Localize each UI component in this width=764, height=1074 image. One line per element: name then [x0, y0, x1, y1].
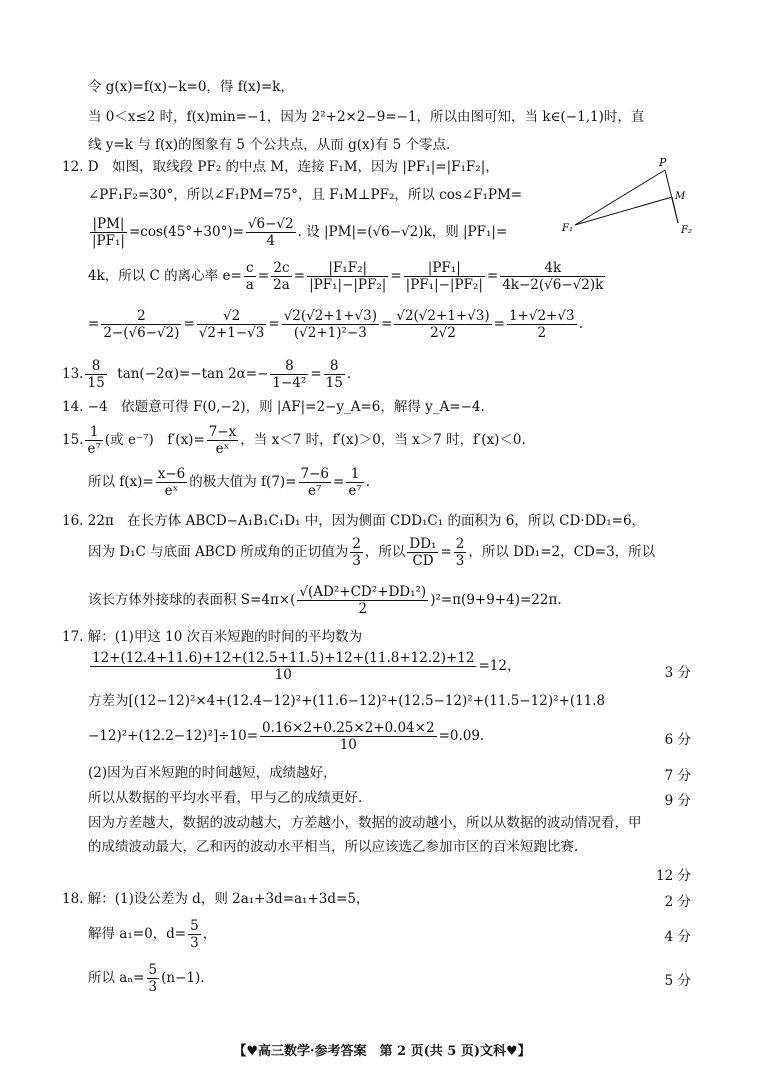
q17-line: 因为方差越大，数据的波动越大，方差越小，数据的波动越小，所以从数据的波动情况看，甲: [88, 815, 642, 831]
q17-line: (2)因为百米短跑的时间越短，成绩越好，: [88, 765, 337, 781]
q13-line: 13. $\frac{8}{15}$ tan(−2α)=−tan 2α=− $\frac{8}{\text{1−4²}}$ = $\frac{8}{15}$ .: [62, 358, 352, 391]
label-f1: F₁: [562, 223, 573, 234]
q17-line: 方差为[(12−12)²×4+(12.4−12)²+(11.6−12)²+(12.5−12)²+(11.5−12)²+(11.8: [88, 693, 606, 709]
score: 5 分: [664, 973, 691, 989]
q18-line: 解得 a₁=0，d= $\frac{5}{3}$ ，: [88, 918, 217, 951]
fraction: $\frac{|PM|}{\text{|PF₁|}}$: [92, 216, 125, 249]
text-line: 令 g(x)=f(x)−k=0，得 f(x)=k，: [88, 79, 294, 95]
q12-line: 12. D 如图，取线段 PF₂ 的中点 M，连接 F₁M，因为 |PF₁|=|F₁F₂|，: [62, 159, 499, 175]
q17-line: −12)²+(12.2−12)²]÷10= $\frac{0.16\times 2+0.25\times 2+0.04\times 2}{10}$ =0.09.: [88, 720, 485, 753]
heart-icon: ♥: [506, 1044, 518, 1059]
score: 6 分: [664, 732, 691, 748]
text-line: 线 y=k 与 f(x)的图象有 5 个公共点，从而 g(x)有 5 个零点.: [88, 137, 451, 153]
q18-line: 18. 解：(1)设公差为 d，则 2a₁+3d=a₁+3d=5，: [62, 891, 370, 907]
fraction: $\frac{√6-√2}{4}$: [247, 216, 294, 249]
label-f2: F₂: [681, 225, 692, 236]
score: 12 分: [656, 868, 691, 884]
q17-line: 的成绩波动最大，乙和丙的波动水平相当，所以应该选乙参加市区的百米短跑比赛.: [88, 839, 579, 855]
q17-line: 所以从数据的平均水平看，甲与乙的成绩更好.: [88, 790, 363, 806]
q12-line: = $\frac{2}{2-(√6-√2)}$ = $\frac{√2}{√2+1-√3}$ = $\frac{√2(√2+1+√3)}{\text{(√2+1)²−3}}$ = $\frac{√2(√2+1+√3)}{2√2}$ = $\frac{1+√2+√3}{2}$ .: [88, 308, 583, 341]
score: 3 分: [664, 665, 691, 681]
q12-line: 4k，所以 C 的离心率 e= $\frac{c}{a}$ = $\frac{2c}{2a}$ = $\frac{\text{|F₁F₂|}}{\text{|PF₁|−|PF₂|}}$ = $\frac{\text{|PF₁|}}{\text{|PF₁|−|PF₂|}}$ = $\frac{4k}{4k-2(√6-√2)k}$: [88, 260, 604, 293]
score: 2 分: [664, 894, 691, 910]
score: 7 分: [664, 768, 691, 784]
label-m: M: [675, 191, 686, 202]
q16-line: 16. 22π 在长方体 ABCD−A₁B₁C₁D₁ 中，因为侧面 CDD₁C₁ 的面积为 6，所以 CD·DD₁=6，: [62, 513, 646, 529]
label-p: P: [659, 156, 667, 169]
score: 4 分: [664, 929, 691, 945]
q15-line: 所以 f(x)= $\frac{x-6}{\text{eˣ}}$ 的极大值为 f(7)= $\frac{7-6}{\text{e⁷}}$ = $\frac{1}{\text{e⁷}}$ .: [88, 466, 371, 499]
text-line: 当 0＜x≤2 时，f(x)min=−1，因为 2²+2×2−9=−1，所以由图可知，当 k∈(−1,1)时，直: [88, 109, 645, 125]
heart-icon: ♥: [246, 1044, 258, 1059]
q17-line: $\frac{12+(12.4+11.6)+12+(12.5+11.5)+12+(11.8+12.2)+12}{10}$ =12，: [92, 650, 521, 683]
score: 9 分: [664, 793, 691, 809]
q15-line: 15. $\frac{1}{\text{e⁷}}$ (或 e⁻⁷) f′(x)= $\frac{7-x}{\text{eˣ}}$ ，当 x＜7 时，f′(x)＞0，当 x＞7 时，f′(x)＜0.: [62, 424, 526, 457]
triangle-figure: [560, 155, 700, 240]
q12-line: $\frac{|PM|}{\text{|PF₁|}}$ =cos(45°+30°)= $\frac{√6-√2}{4}$ . 设 |PM|=(√6−√2)k，则 |PF₁|=: [92, 216, 508, 249]
q16-line: 该长方体外接球的表面积 S=4π×( $\frac{\text{√(AD²+CD²+DD₁²)}}{2}$ )²=π(9+9+4)=22π.: [88, 584, 562, 617]
page-footer: 【♥高三数学·参考答案 第 2 页(共 5 页)文科♥】: [233, 1044, 531, 1059]
q14-line: 14. −4 依题意可得 F(0,−2)，则 |AF|=2−y_A=6，解得 y_A=−4.: [62, 399, 485, 415]
q17-line: 17. 解：(1)甲这 10 次百米短跑的时间的平均数为: [62, 629, 363, 645]
q16-line: 因为 D₁C 与底面 ABCD 所成角的正切值为 $\frac{2}{3}$ ，所以 $\frac{\text{DD₁}}{CD}$ = $\frac{2}{3}$ ，所以 DD₁=2，CD=3，所以: [88, 536, 656, 569]
q12-line: ∠PF₁F₂=30°，所以∠F₁PM=75°，且 F₁M⊥PF₂，所以 cos∠F₁PM=: [88, 187, 523, 203]
q18-line: 所以 aₙ= $\frac{5}{3}$ (n−1).: [88, 962, 205, 995]
